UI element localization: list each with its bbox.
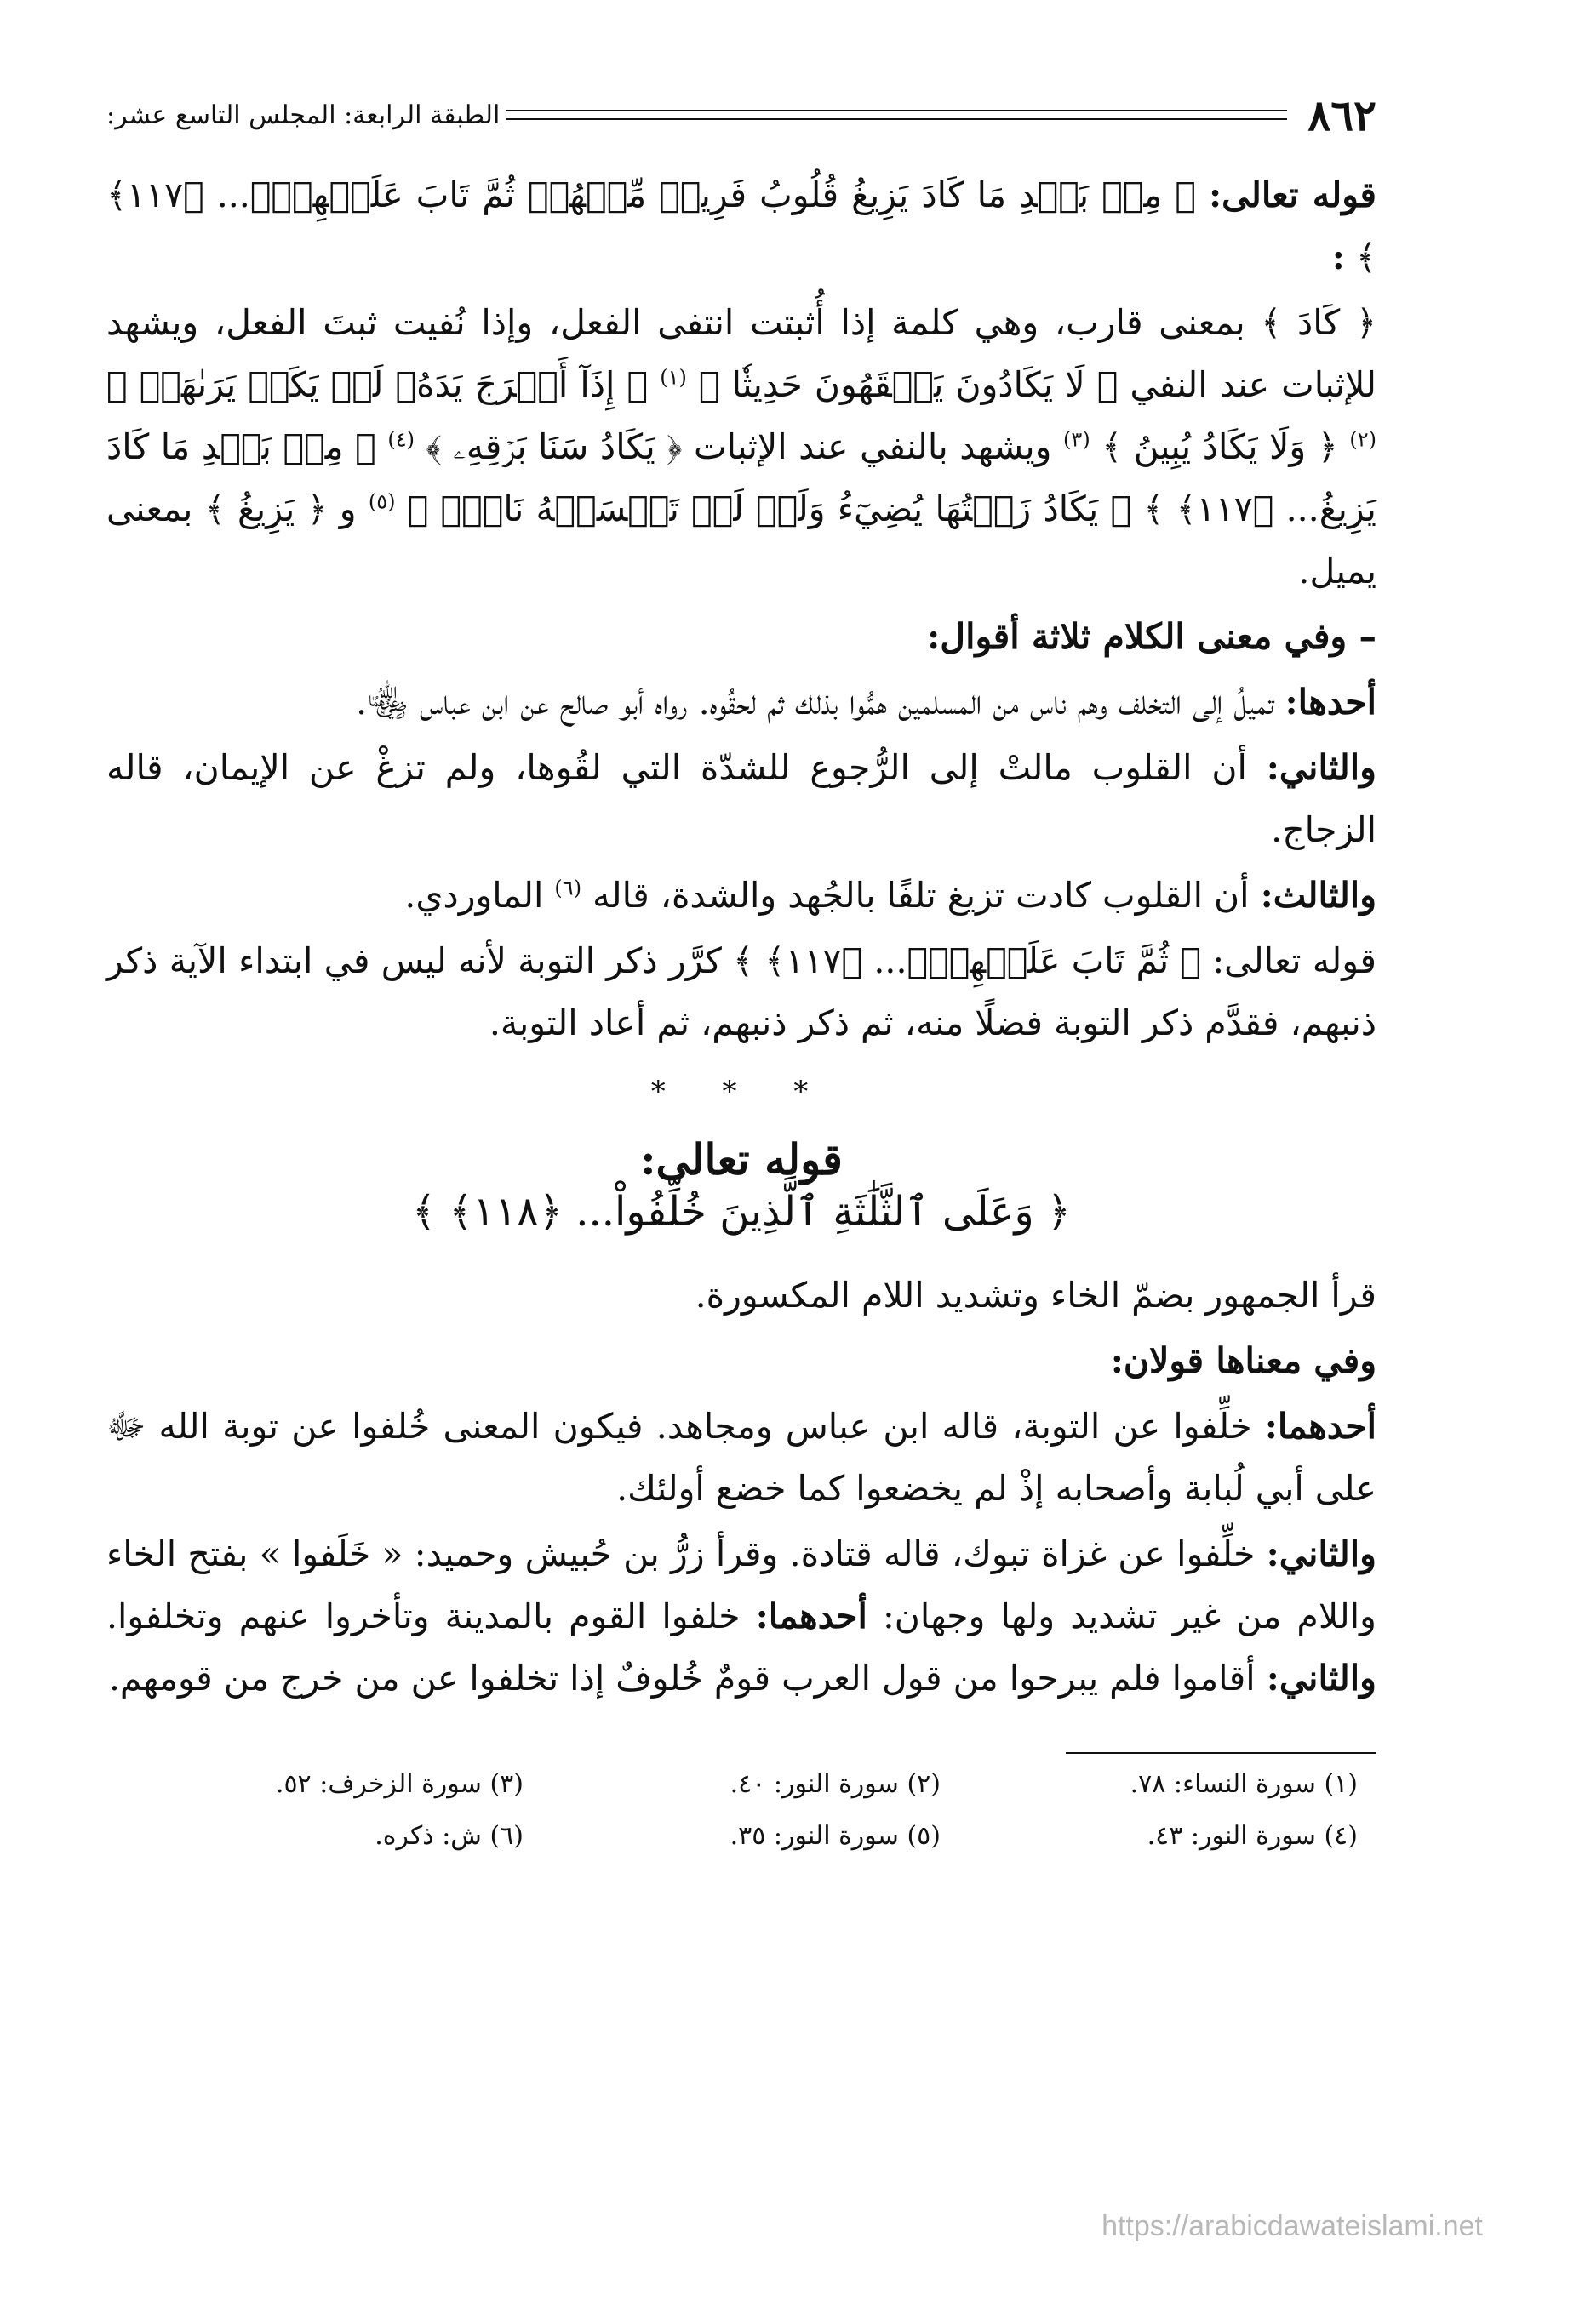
footnote-3: (٣) سورة الزخرف: ٥٢. <box>275 1769 524 1799</box>
text-segment: و <box>339 488 357 529</box>
header-rule <box>506 110 1287 120</box>
honorific-glyph: ﷻ <box>106 1406 146 1447</box>
quran-verse: ﴿ ثُمَّ تَابَ عَلَيۡهِمۡۚ... ﴿١١٧﴾ ﴾ <box>733 940 1202 981</box>
quran-verse: ﴿ يَكَادُ زَيۡتُهَا يُضِيٓءُ وَلَوۡ لَمۡ تَمۡسَسۡهُ نَارٞۚ ﴾ <box>407 488 1132 529</box>
footnote-ref-2: (٢) <box>1349 427 1376 452</box>
footnote-6: (٦) ش: ذكره. <box>375 1821 524 1851</box>
text-segment: بمعنى يميل. <box>106 488 1376 591</box>
quran-verse: ﴿ يَزِيغُ ﴾ <box>204 488 328 529</box>
paragraph-two-opinions: وفي معناها قولان: <box>1110 1340 1376 1381</box>
quran-verse: ﴿ مِنۢ بَعۡدِ مَا كَادَ يَزِيغُ قُلُوبُ فَرِيقٖ مِّنۡهُمۡ ثُمَّ تَابَ عَلَيۡهِمۡۚ... ﴿١١٧﴾ ﴾ <box>106 174 1376 277</box>
section-title: قوله تعالى: <box>640 1134 843 1185</box>
page-number: ٨٦٢ <box>1307 89 1376 140</box>
section-separator: * * * <box>650 1075 833 1109</box>
colon: : <box>1331 237 1345 277</box>
paragraph-kada-explanation <box>106 292 1376 602</box>
lead-label: أحدها: <box>1285 682 1376 722</box>
quran-verse: ﴿ إِذَآ أَخۡرَجَ يَدَهُۥ لَمۡ يَكَدۡ يَرَىٰهَاۗ ﴾ <box>106 364 649 405</box>
footnote-ref-6: (٦) <box>554 876 582 900</box>
quran-verse: ﴿ مِنۢ بَعۡدِ مَا كَادَ يَزِيغُ... ﴿١١٧﴾ ﴾ <box>106 426 1376 529</box>
footnote-ref-3: (٣) <box>1063 427 1090 452</box>
paragraph-opinion-third <box>106 865 1376 927</box>
text-segment: أقاموا فلم يبرحوا من قول العرب قومٌ خُلوفٌ إذا تخلفوا عن من خرج من قومهم. <box>108 1658 1256 1699</box>
running-title: الطبقة الرابعة: المجلس التاسع عشر: <box>106 100 501 130</box>
lead-label: أحدهما: <box>755 1596 867 1636</box>
text-segment: أن القلوب كادت تزيغ تلفًا بالجُهد والشدة، قاله <box>592 875 1250 916</box>
text-segment: ﴿ كَادَ ﴾ بمعنى قارب، وهي كلمة إذا أُثبتت انتفى الفعل، وإذا نُفيت ثبتَ الفعل، ويشهد للإثبات عند النفي <box>106 302 1376 405</box>
lead-label: والثاني: <box>1266 747 1376 788</box>
text-segment: . <box>356 682 368 722</box>
page-header <box>106 89 1376 140</box>
footnote-ref-5: (٥) <box>368 489 396 514</box>
paragraph-opinion-first <box>106 671 1376 734</box>
footnotes <box>106 1769 1376 1851</box>
lead-label: والثاني: <box>1266 1658 1376 1699</box>
footnote-5: (٥) سورة النور: ٣٥. <box>730 1821 941 1851</box>
lead-label: والثاني: <box>1266 1533 1376 1574</box>
footnote-ref-4: (٤) <box>387 427 415 452</box>
lead-label: قوله تعالى: <box>1209 174 1376 215</box>
paragraph-opinion-second <box>106 737 1376 861</box>
paragraph-verse-117 <box>106 164 1376 288</box>
footnote-4: (٤) سورة النور: ٤٣. <box>1147 1821 1358 1851</box>
text-segment: خلِّفوا عن التوبة، قاله ابن عباس ومجاهد. فيكون المعنى خُلفوا عن توبة الله <box>158 1406 1252 1447</box>
footnote-ref-1: (١) <box>660 365 687 390</box>
lead-label: والثالث: <box>1260 875 1376 916</box>
quoted-reading: « خَلَفوا » <box>259 1533 403 1574</box>
quran-verse: ﴿ يَكَادُ سَنَا بَرۡقِهِۦ ﴾ <box>426 426 683 467</box>
text-segment: كرَّر ذكر التوبة لأنه ليس في ابتداء الآية ذكر ذنبهم، فقدَّم ذكر التوبة فضلًا منه، ثم ذكر ذنبهم، ثم أعاد التوبة. <box>106 940 1376 1043</box>
quran-verse: ﴿ لَا يَكَادُونَ يَفۡقَهُونَ حَدِيثٗا ﴾ <box>698 364 1119 405</box>
paragraph-reading: قرأ الجمهور بضمّ الخاء وتشديد اللام المكسورة. <box>695 1275 1376 1316</box>
text-segment: تميلُ إلى التخلف وهم ناس من المسلمين همُّوا بذلك ثم لحقُوه. رواه أبو صالح عن ابن عباس <box>419 682 1274 722</box>
paragraph-meaning-first <box>106 1396 1376 1520</box>
text-segment: الماوردي. <box>404 875 544 916</box>
paragraph-three-opinions: – وفي معنى الكلام ثلاثة أقوال: <box>927 616 1376 657</box>
watermark-url: https://arabicdawateislami.net <box>1101 2210 1483 2242</box>
lead-label: أحدهما: <box>1264 1406 1376 1447</box>
honorific-glyph: ﵄ <box>367 682 409 722</box>
text-segment: أن القلوب مالتْ إلى الرُّجوع للشدّة التي لقُوها، ولم تزغْ عن الإيمان، قاله الزجاج. <box>106 747 1376 850</box>
footnote-2: (٢) سورة النور: ٤٠. <box>730 1769 941 1799</box>
text-segment: خلفوا القوم بالمدينة وتأخروا عنهم وتخلفوا. <box>106 1596 741 1636</box>
section-verse: ﴿ وَعَلَى ٱلثَّلَٰثَةِ ٱلَّذِينَ خُلِّفُواْ... ﴿١١٨﴾ ﴾ <box>411 1188 1072 1236</box>
text-segment: خلِّفوا عن غزاة تبوك، قاله قتادة. وقرأ زرُّ بن حُبيش وحميد: <box>414 1533 1256 1574</box>
text-segment: بفتح الخاء واللام من غير تشديد ولها وجهان: <box>106 1533 1376 1636</box>
paragraph-meaning-second <box>106 1523 1376 1710</box>
footnote-1: (١) سورة النساء: ٧٨. <box>1130 1769 1358 1799</box>
quran-verse: ﴿ وَلَا يَكَادُ يُبِينُ ﴾ <box>1101 426 1338 467</box>
text-segment: على أبي لُبابة وأصحابه إذْ لم يخضعوا كما خضع أولئك. <box>616 1468 1376 1509</box>
text-segment: قوله تعالى: <box>1212 940 1376 981</box>
footnote-rule <box>1066 1752 1376 1754</box>
text-segment: ويشهد بالنفي عند الإثبات <box>693 426 1052 467</box>
paragraph-repentance <box>106 930 1376 1054</box>
